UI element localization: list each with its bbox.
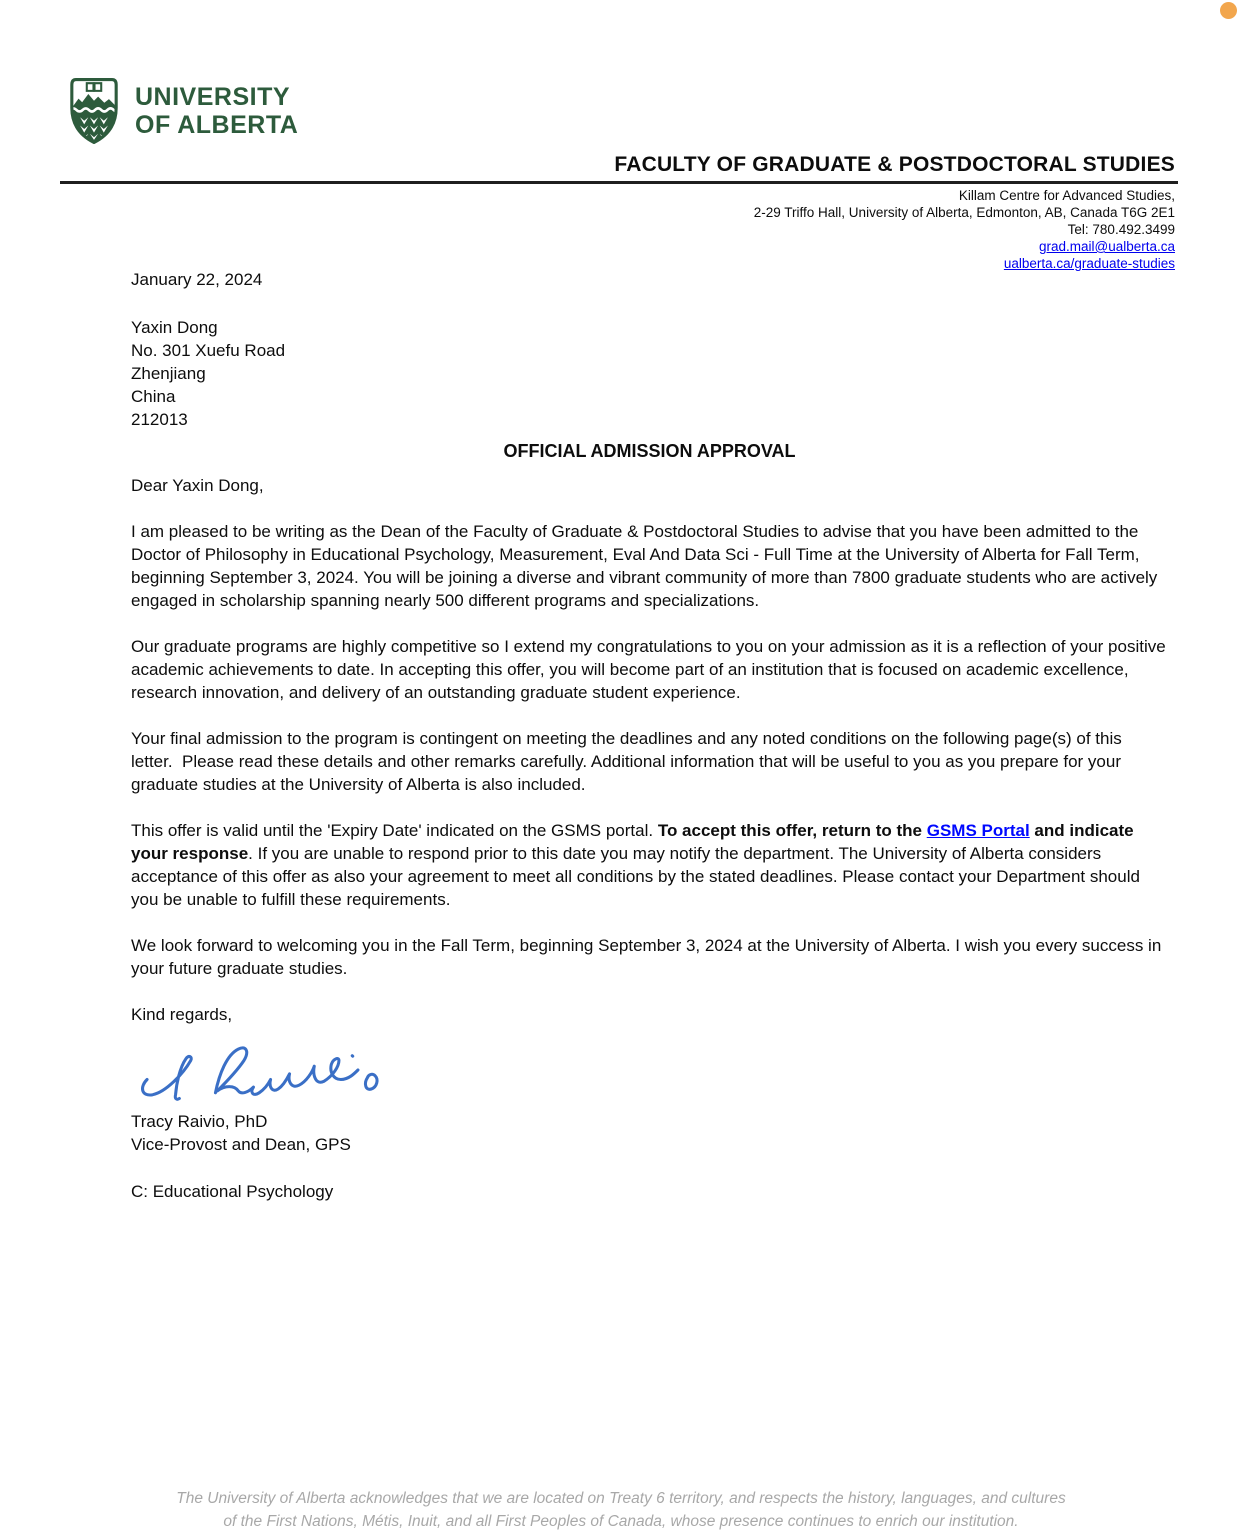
footer-line: The University of Alberta acknowledges that we are located on Treaty 6 territory, and respects the history, languages, and cultures: [176, 1490, 1066, 1507]
faculty-heading: FACULTY OF GRADUATE & POSTDOCTORAL STUDIES: [614, 153, 1175, 176]
recipient-address: [131, 316, 1168, 431]
contact-block: [754, 187, 1175, 272]
offer-bold-text: and indicate your response: [131, 821, 1139, 863]
letter-body: [131, 268, 1171, 1203]
salutation: Dear Yaxin Dong,: [131, 476, 264, 495]
signer-title: Vice-Provost and Dean, GPS: [131, 1135, 351, 1154]
email-link[interactable]: grad.mail@ualberta.ca: [1038, 239, 1175, 254]
contact-line: Tel: 780.492.3499: [1067, 222, 1175, 237]
paragraph-conditions: Your final admission to the program is contingent on meeting the deadlines and any noted conditions on the following page(s) of this letter. Please read these details and other remarks carefully. Additional information that will be useful to you as you prepare for your graduate studies at the University of Alberta is also included.: [131, 729, 1127, 794]
university-brand: [68, 78, 298, 144]
wordmark-line1: UNIVERSITY: [135, 83, 291, 111]
paragraph-admission: I am pleased to be writing as the Dean of the Faculty of Graduate & Postdoctoral Studies to advise that you have been admitted to the Doctor of Philosophy in Educational Psychology, Measurement, Eval And Data Sci - Full Time at the University of Alberta for Fall Term, beginning September 3, 2024. You will be joining a diverse and vibrant community of more than 7800 graduate students who are actively engaged in scholarship spanning nearly 500 different programs and specializations.: [131, 522, 1163, 610]
letter-date: January 22, 2024: [131, 270, 263, 289]
paragraph-welcome: We look forward to welcoming you in the Fall Term, beginning September 3, 2024 at the University of Alberta. I wish you every success in your future graduate studies.: [131, 936, 1167, 978]
signature-image: [131, 1032, 393, 1108]
offer-text: . If you are unable to respond prior to this date you may notify the department. The University of Alberta considers acceptance of this offer as also your agreement to meet all conditions by the stated deadlines. Please contact your Department should you be unable to fulfill these requirements.: [131, 844, 1145, 909]
university-crest-icon: [68, 78, 120, 144]
contact-line: Killam Centre for Advanced Studies,: [958, 188, 1175, 203]
territorial-acknowledgement: [0, 1487, 1242, 1533]
university-wordmark: [135, 83, 298, 139]
recipient-line: No. 301 Xuefu Road: [131, 341, 286, 360]
website-link[interactable]: ualberta.ca/graduate-studies: [1003, 256, 1175, 271]
offer-text: This offer is valid until the 'Expiry Date' indicated on the GSMS portal.: [131, 821, 658, 840]
recipient-line: China: [131, 387, 176, 406]
cc-line: C: Educational Psychology: [131, 1182, 334, 1201]
signer-block: [131, 1110, 1168, 1156]
recipient-line: Yaxin Dong: [131, 318, 218, 337]
gsms-portal-link[interactable]: GSMS Portal: [926, 821, 1030, 840]
recipient-line: 212013: [131, 410, 188, 429]
paragraph-congratulations: Our graduate programs are highly competitive so I extend my congratulations to you on your admission as it is a reflection of your positive academic achievements to date. In accepting this offer, you will become part of an institution that is focused on academic excellence, research innovation, and delivery of an outstanding graduate student experience.: [131, 637, 1171, 702]
paragraph-offer-validity: [131, 819, 1168, 911]
letter-title: OFFICIAL ADMISSION APPROVAL: [503, 441, 796, 461]
recipient-line: Zhenjiang: [131, 364, 206, 383]
contact-line: 2-29 Triffo Hall, University of Alberta, Edmonton, AB, Canada T6G 2E1: [753, 205, 1175, 220]
header-divider: [60, 181, 1178, 184]
wordmark-line2: OF ALBERTA: [135, 111, 299, 139]
notification-dot: [1220, 2, 1237, 19]
offer-bold-text: To accept this offer, return to the: [657, 821, 927, 840]
signer-name: Tracy Raivio, PhD: [131, 1112, 268, 1131]
closing: Kind regards,: [131, 1005, 233, 1024]
footer-line: of the First Nations, Métis, Inuit, and all First Peoples of Canada, whose presence continues to enrich our institution.: [223, 1513, 1019, 1530]
